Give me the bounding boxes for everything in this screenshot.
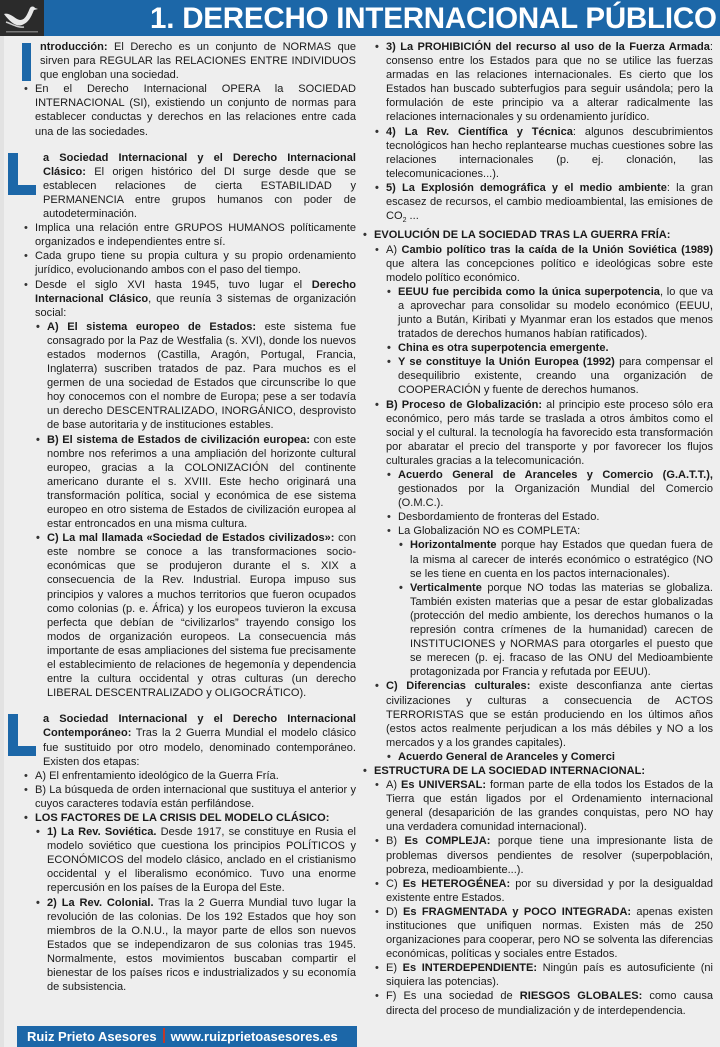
intro-lead: ntroducción: — [40, 41, 108, 53]
evolucion-list — [373, 243, 713, 285]
list-item — [385, 468, 713, 510]
list-item: • Implica una relación entre GRUPOS HUMANOS políticamente organizados e independientes entre sí. — [22, 221, 356, 249]
item-prefix: B) — [386, 835, 405, 848]
factors-list — [34, 825, 356, 994]
clasico-text: El origen histórico del DI surge desde que se establecen relaciones de cierta ESTABILIDAD y PERMANENCIA entre grupos humanos con poder de autodeterminación. — [43, 165, 356, 221]
item-lead: Es HETEROGÉNEA: — [402, 877, 511, 890]
left-column — [22, 40, 356, 994]
item-text: forman parte de ella todos los Estados de la Tierra que están ligados por el Ordenamiento internacional general (desaparición de las grandes conquistas, pero NO hay una verdadera comunidad internacional). — [386, 779, 713, 834]
list-item: • Cada grupo tiene su propia cultura y su propio ordenamiento jurídico, evolucionando ambos con el paso del tiempo. — [22, 249, 356, 277]
estructura-item-c — [373, 877, 713, 905]
list-item: • Desbordamiento de fronteras del Estado. — [385, 510, 713, 524]
list-item — [385, 285, 713, 341]
evolucion-item-c — [373, 679, 713, 749]
footer-separator — [163, 1028, 165, 1043]
factor-item-4 — [373, 125, 713, 181]
list-item — [385, 355, 713, 397]
list-item — [385, 750, 713, 764]
list-item: • En el Derecho Internacional OPERA la SOCIEDAD INTERNACIONAL (SI), existiendo un conjunto de normas para establecer conductas y derechos en las relaciones entre cada una de las sociedades. — [22, 82, 356, 138]
list-item: • B) La búsqueda de orden internacional que sustituya el anterior y cuyos caracteres todavía están perfilándose. — [22, 783, 356, 811]
item-prefix: D) — [386, 905, 403, 918]
estructura-list — [373, 778, 713, 1018]
item-text: porque tiene una impresionante lista de problemas diversos pendientes de resolver (superpoblación, pobreza, medioambiente...). — [386, 835, 713, 876]
clasico-section — [22, 151, 356, 221]
estructura-item-d — [373, 905, 713, 961]
evolucion-b-list — [373, 398, 713, 468]
estructura-heading — [361, 764, 713, 778]
item-text: porque NO todas las materias se globaliza. También existen materias que a pesar de estar globalizadas (protección del medio ambiente, los derechos humanos o la represión contra crímenes de la humanidad) carecen de INSTITUCIONES y NORMAS para otorgarles el puesto que se merecen (p. ej. fracaso de las ONU del Medioambiente protagonizada por Francia y refutada por EEUU). — [410, 581, 713, 679]
item-text: porque hay Estados que quedan fuera de la misma al carecer de interés económico o estratégico (NO se les tiene en cuenta en los pactos internacionales). — [410, 539, 713, 580]
evolucion-heading — [361, 228, 713, 242]
globalizacion-sublist — [397, 538, 713, 679]
item-lead: China es otra superpotencia emergente. — [398, 342, 609, 355]
factors-continued — [373, 40, 713, 228]
item-lead: Verticalmente — [410, 581, 482, 594]
item-prefix: A) — [386, 779, 402, 792]
intro-bullets — [22, 82, 356, 138]
factor-lead: 1) La Rev. Soviética. — [47, 826, 157, 839]
page-header — [0, 0, 720, 36]
dropcap-l-icon — [8, 153, 36, 195]
list-item — [385, 341, 713, 355]
dropcap-i-icon — [22, 43, 31, 81]
item-text: existe desconfianza ante ciertas civilizaciones y culturas a consecuencia de ACTOS TERRORISTAS que se están produciendo en los últimos años (estos actos realmente perjudican a los más débiles y NO a los mercados y a los grandes capitales). — [386, 680, 713, 749]
contemporaneo-section — [22, 712, 356, 768]
factor-item-5 — [373, 181, 713, 228]
system-item-c — [34, 531, 356, 700]
factor-lead: 5) La Explosión demográfica y el medio ambiente — [386, 181, 667, 194]
system-lead: B) El sistema de Estados de civilización europea: — [47, 433, 311, 446]
page-title: 1. DERECHO INTERNACIONAL PÚBLICO — [150, 2, 717, 35]
clasico-lead: a Sociedad Internacional y el Derecho Internacional Clásico: — [43, 151, 356, 178]
dropcap-l-icon — [8, 714, 36, 756]
item-lead: C) Diferencias culturales: — [386, 680, 531, 693]
item-text: Ningún país es autosuficiente (ni siquiera las potencias). — [386, 962, 713, 989]
item-lead: RIESGOS GLOBALES: — [519, 990, 643, 1003]
heading-text: ESTRUCTURA DE LA SOCIEDAD INTERNACIONAL: — [374, 764, 646, 777]
factor-text: ... — [406, 210, 419, 223]
evolucion-c-list — [373, 679, 713, 749]
systems-list — [34, 320, 356, 701]
factors-heading — [22, 811, 356, 825]
heading-text: EVOLUCIÓN DE LA SOCIEDAD TRAS LA GUERRA FRÍA: — [374, 229, 671, 242]
factor-item-2 — [34, 896, 356, 995]
item-text: para compensar el desequilibrio existente, creando una organización de COOPERACIÓN y fuente de derechos humanos. — [398, 356, 713, 397]
item-lead: B) Proceso de Globalización: — [386, 398, 543, 411]
list-item — [397, 538, 713, 580]
item-text: al principio este proceso sólo era económico, pero más tarde se traslada a otros ámbitos como el social y el cultural. la tecnología ha favorecido esta transformación por abaratar el precio del transporte y por favorecer los flujos culturales gracias a la telecomunicación. — [386, 398, 713, 467]
list-item — [22, 278, 356, 320]
evolucion-section — [361, 228, 713, 242]
system-item-b — [34, 433, 356, 532]
list-item: • A) El enfrentamiento ideológico de la Guerra Fría. — [22, 769, 356, 783]
item-text: , lo que va a aprovechar para consolidar su modelo económico (EEUU, junto a Bután, Kiribati y Myanmar eran los estados que menos tratados de derechos humanos habían ratificados). — [398, 285, 713, 341]
factor-text: Desde 1917, se constituye en Rusia el modelo soviético que cuestiona los principios POLÍTICOS y ECONÓMICOS del modelo clásico, anclado en el cristianismo occidental y el liberalismo económico. Tuvo una enorme repercusión en los países de la Europa del Este. — [47, 826, 356, 895]
item-prefix: F) Es una sociedad de — [386, 990, 520, 1003]
item-lead: EEUU fue percibida como la única superpotencia — [398, 285, 660, 298]
item-lead: Es INTERDEPENDIENTE: — [402, 962, 538, 975]
item-prefix: E) — [386, 962, 403, 975]
bullet-text: , que reunía 3 sistemas de organización social: — [35, 292, 356, 319]
heading-text: LOS FACTORES DE LA CRISIS DEL MODELO CLÁSICO: — [35, 811, 330, 824]
item-lead: Es UNIVERSAL: — [401, 779, 487, 792]
factor-text: : la gran escasez de recursos, el cambio medioambiental, las emisiones de CO — [386, 181, 714, 223]
intro-paragraph — [40, 40, 356, 82]
estructura-item-e — [373, 961, 713, 989]
page-left-edge — [0, 36, 4, 1047]
estructura-section — [361, 764, 713, 778]
item-text: por su diversidad y por la desigualdad existente entre Estados. — [386, 877, 714, 904]
contemporaneo-lead: a Sociedad Internacional y el Derecho Internacional Contemporáneo: — [43, 713, 356, 740]
item-prefix: C) — [386, 877, 403, 890]
evolucion-c-sublist — [385, 750, 713, 764]
bullet-text: Desde el siglo XVI hasta 1945, tuvo lugar el — [35, 278, 312, 291]
right-column — [373, 40, 713, 1018]
contemporaneo-paragraph — [22, 712, 356, 768]
item-lead: Horizontalmente — [410, 539, 497, 552]
item-lead: Acuerdo General de Aranceles y Comerci — [398, 750, 615, 763]
system-lead: C) La mal llamada «Sociedad de Estados civilizados»: — [47, 532, 335, 545]
item-text: gestionados por la Organización Mundial del Comercio (O.M.C.). — [398, 483, 713, 510]
system-text: este sistema fue consagrado por la Paz de Westfalia (s. XVI), donde los nuevos estados modernos (Castilla, Aragón, Portugal, Francia, Inglaterra) suscriben tratados de paz. Para muchos es el germen de una sociedad de Estados que circunscribe lo que hoy conocemos con el nombre de Europa; pese a ser todavía un derecho DESCENTRALIZADO, INORGÁNICO, desprovisto de base autoritaria y de instituciones estables. — [47, 320, 356, 432]
system-text: con este nombre se conoce a las transformaciones socio-económicas que se produjeron durante el s. XIX a consecuencia de la Rev. Industrial. Europa impuso sus principios y valores a muchos territorios que fueron ocupados como colonias (p. e. África) y los europeos tuvieron la excusa perfecta que debían de “civilizarlos” trayendo consigo los modos de organización europeos. La consecuencia más importante de esas ampliaciones del sistema fue precisamente el establecimiento de relaciones de hegemonía y dependencia entre la cultura occidental y otras culturas (un derecho LIBERAL DESCENTRALIZADO y OLIGOCRÁTICO). — [47, 532, 356, 700]
item-lead: Cambio político tras la caída de la Unión Soviética (1989) — [401, 243, 713, 256]
factor-lead: 3) La PROHIBICIÓN del recurso al uso de la Fuerza Armada — [386, 41, 710, 53]
factor-lead: 2) La Rev. Colonial. — [47, 896, 154, 909]
estructura-item-f — [373, 989, 713, 1017]
item-lead: Es COMPLEJA: — [404, 835, 491, 848]
evolucion-item-a — [373, 243, 713, 285]
crane-bird-logo-icon — [0, 0, 44, 36]
estructura-item-b — [373, 834, 713, 876]
evolucion-a-sublist — [385, 285, 713, 398]
intro-section — [22, 40, 356, 82]
contemporaneo-bullets — [22, 769, 356, 825]
footer-website-link[interactable]: www.ruizprietoasesores.es — [170, 1029, 338, 1044]
factor-lead: 4) La Rev. Científica y Técnica — [386, 125, 573, 138]
clasico-bullets — [22, 221, 356, 320]
item-prefix: A) — [386, 243, 402, 256]
factor-text: : consenso entre los Estados para que no se utilice las fuerzas armadas en las relaciones internacionales. Es cierto que los Estados han buscado subterfugios para seguir usándola; pero la formulación de este principio va a alterar radicalmente las relaciones internacionales y su ordenamiento jurídico. — [386, 41, 713, 124]
system-item-a — [34, 320, 356, 433]
factor-text: Tras la 2 Guerra Mundial tuvo lugar la revolución de las colonias. De los 192 Estados que hoy son miembros de la O.N.U., la mayor parte de ellos son nuevos Estados que se independizaron de sus colonias tras 1945. Normalmente, estos movimientos buscaban compartir el bienestar de los países ricos e industrializados y su economía de subsistencia. — [47, 896, 357, 994]
estructura-item-a — [373, 778, 713, 834]
item-text: apenas existen instituciones que unifiquen normas. Existen más de 250 organizaciones para cooperar, pero NO se solventa las diferencias económicas, políticas y sociales entre Estados. — [386, 905, 713, 961]
item-lead: Acuerdo General de Aranceles y Comercio (G.A.T.T.), — [398, 469, 713, 482]
factor-item-1 — [34, 825, 356, 895]
factor-item-3 — [373, 40, 713, 125]
intro-text: El Derecho es un conjunto de NORMAS que sirven para REGULAR las RELACIONES ENTRE INDIVIDUOS que engloban una sociedad. — [40, 41, 356, 82]
item-text: como causa directa del proceso de mundialización y de interdependencia. — [386, 990, 713, 1017]
system-text: con este nombre nos referimos a una ampliación del horizonte cultural europeo, gracias a la COLONIZACIÓN del continente americano durante el s. XVIII. Este hecho originará una transformación política, social y económica de ese sistema europeo en otro sistema de Estados de civilización europea al estar entroncados en una misma cultura. — [47, 433, 356, 531]
page-footer — [17, 1026, 357, 1047]
system-lead: A) El sistema europeo de Estados: — [47, 320, 257, 333]
bullet-bold: Derecho Internacional Clásico — [35, 278, 356, 305]
contemporaneo-text: Tras la 2 Guerra Mundial el modelo clásico fue sustituido por otro modelo, denominado contemporáneo. Existen dos etapas: — [43, 727, 356, 768]
factor-text: : algunos descubrimientos tecnológicos han hecho replantearse muchas cuestiones sobre las relaciones internacionales (p. ej. clonación, las telecomunicaciones...). — [386, 125, 713, 180]
evolucion-item-b — [373, 398, 713, 468]
list-item — [397, 581, 713, 680]
evolucion-b-sublist — [385, 468, 713, 538]
item-lead: Es FRAGMENTADA y POCO INTEGRADA: — [402, 905, 632, 918]
subscript: 2 — [402, 217, 407, 225]
footer-company: Ruiz Prieto Asesores — [27, 1029, 157, 1044]
item-text: que altera las concepciones político e ideológicas sobre este modelo político económico. — [386, 257, 713, 284]
clasico-paragraph — [22, 151, 356, 221]
list-item: • La Globalización NO es COMPLETA: — [385, 524, 713, 538]
item-lead: Y se constituye la Unión Europea (1992) — [398, 356, 615, 369]
